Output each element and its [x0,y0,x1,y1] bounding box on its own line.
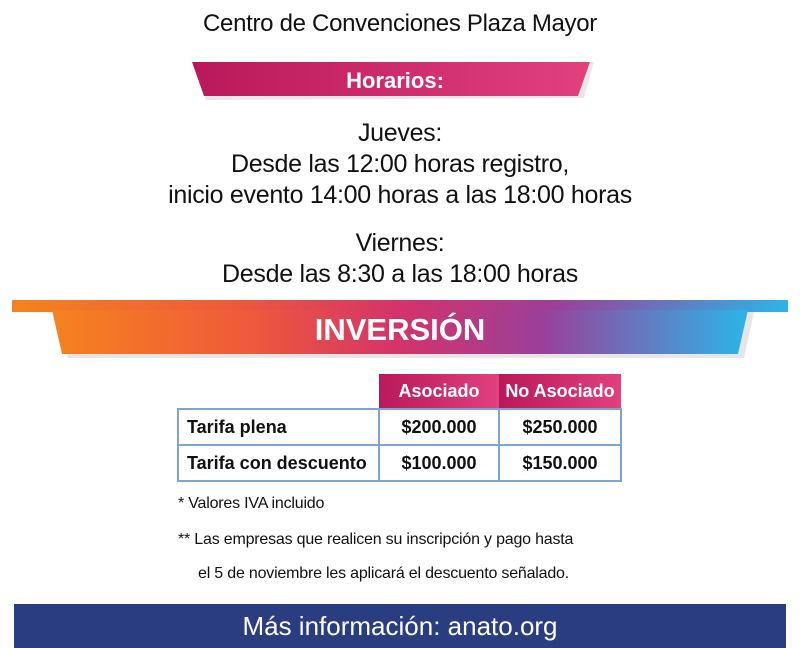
footer-more-info: Más información: anato.org [14,604,786,648]
row-label: Tarifa plena [178,409,379,445]
viernes-line-1: Desde las 8:30 a las 18:00 horas [222,260,578,288]
row-label: Tarifa con descuento [178,445,379,481]
note-discount-line-1: ** Las empresas que realicen su inscripción y pago hasta [178,531,574,548]
table-row [178,409,621,445]
inversion-title: INVERSIÓN [314,312,486,347]
price-no-asociado: $250.000 [499,409,621,445]
price-table-header [178,374,621,409]
table-row [178,445,621,481]
venue-name: Centro de Convenciones Plaza Mayor [202,10,597,37]
header-asociado: Asociado [379,374,499,409]
price-asociado: $200.000 [379,409,499,445]
jueves-line-2: inicio evento 14:00 horas a las 18:00 horas [168,181,632,209]
jueves-label: Jueves: [357,119,443,147]
jueves-line-1: Desde las 12:00 horas registro, [230,150,570,178]
note-discount-line-2: el 5 de noviembre les aplicará el descuento señalado. [198,565,569,582]
price-asociado: $100.000 [379,445,499,481]
header-blank [178,374,379,409]
price-no-asociado: $150.000 [499,445,621,481]
inversion-banner [12,300,788,358]
price-table [177,374,622,482]
horarios-title: Horarios: [346,68,444,93]
horarios-banner [192,62,598,100]
header-no-asociado: No Asociado [499,374,621,409]
viernes-label: Viernes: [355,229,445,257]
note-iva: * Valores IVA incluido [178,495,325,512]
